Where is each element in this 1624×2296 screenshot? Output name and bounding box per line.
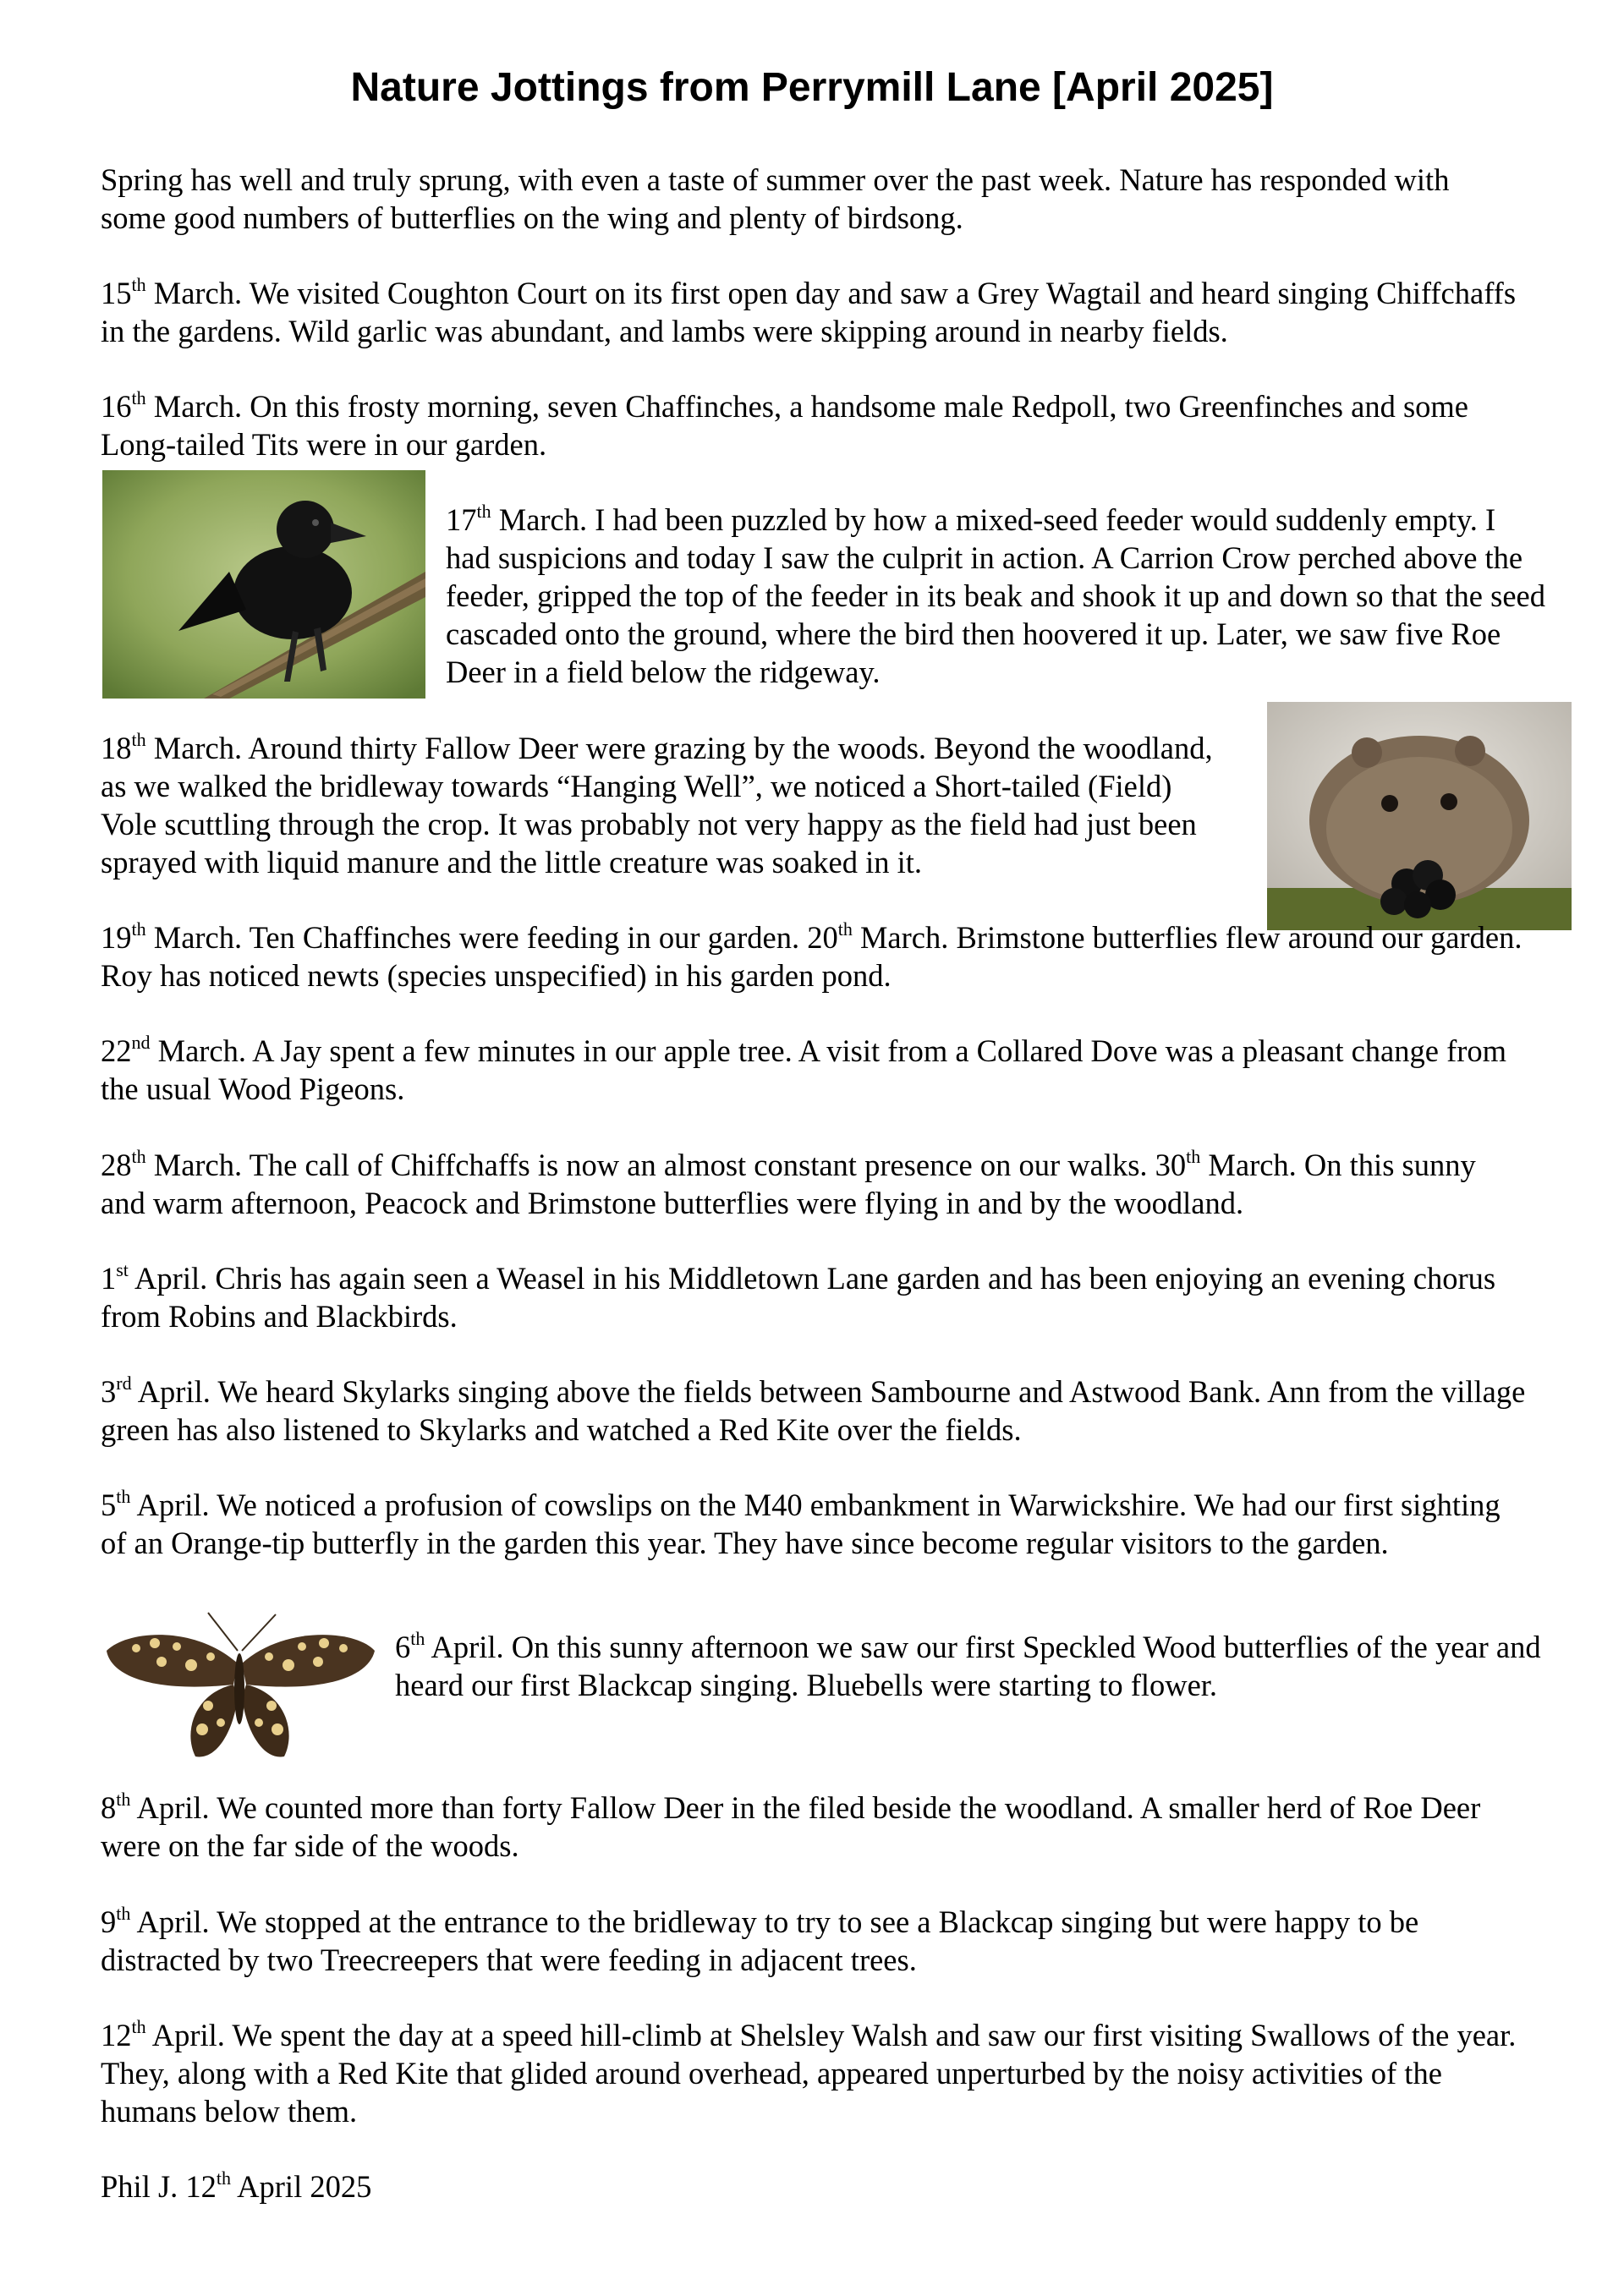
carrion-crow-photo — [102, 470, 425, 699]
entry-8-april: 8th April. We counted more than forty Fallow Deer in the filed beside the woodland. A smaller herd of Roe Deer were on the far side of the woods. — [101, 1788, 1481, 1863]
signature: Phil J. 12th April 2025 — [101, 2167, 372, 2204]
page-title: Nature Jottings from Perrymill Lane [April 2025] — [350, 65, 1274, 110]
entry-15-march: 15th March. We visited Coughton Court on its first open day and saw a Grey Wagtail and heard singing Chiffchaffs in the gardens. Wild garlic was abundant, and lambs were skipping around in nearby fields. — [101, 273, 1517, 348]
intro-paragraph: Spring has well and truly sprung, with even a taste of summer over the past week. Nature has responded with some good numbers of butterflies on the wing and plenty of birdsong. — [101, 162, 1450, 235]
entry-28-30-march: 28th March. The call of Chiffchaffs is now an almost constant presence on our walks. 30th March. On this sunny and warm afternoon, Peacock and Brimstone butterflies were flying in and by the woodland. — [101, 1145, 1476, 1220]
entry-16-march: 16th March. On this frosty morning, seven Chaffinches, a handsome male Redpoll, two Greenfinches and some Long-tailed Tits were in our garden. — [101, 386, 1469, 462]
entry-12-april: 12th April. We spent the day at a speed hill-climb at Shelsley Walsh and saw our first visiting Swallows of the year. They, along with a Red Kite that glided around overhead, appeared unperturbed by the noisy activities of the humans below them. — [101, 2015, 1517, 2129]
entry-5-april: 5th April. We noticed a profusion of cowslips on the M40 embankment in Warwickshire. We had our first sighting of an Orange-tip butterfly in the garden this year. They have since become regular visitors to the garden. — [101, 1485, 1501, 1560]
field-vole-photo — [1267, 702, 1572, 930]
entry-6-april: 6th April. On this sunny afternoon we saw our first Speckled Wood butterflies of the year and heard our first Blackcap singing. Bluebells were starting to flower. — [395, 1627, 1541, 1702]
entry-3-april: 3rd April. We heard Skylarks singing above the fields between Sambourne and Astwood Bank. Ann from the village green has also listened to Skylarks and watched a Red Kite over the fields. — [101, 1372, 1526, 1447]
entry-9-april: 9th April. We stopped at the entrance to the bridleway to try to see a Blackcap singing but were happy to be distracted by two Treecreepers that were feeding in adjacent trees. — [101, 1902, 1419, 1977]
speckled-wood-butterfly-image — [102, 1604, 377, 1765]
entry-1-april: 1st April. Chris has again seen a Weasel in his Middletown Lane garden and has been enjoying an evening chorus from Robins and Blackbirds. — [101, 1258, 1496, 1334]
entry-17-march: 17th March. I had been puzzled by how a mixed-seed feeder would suddenly empty. I had suspicions and today I saw the culprit in action. A Carrion Crow perched above the feeder, gripped the top of the feeder in its beak and shook it up and down so that the seed cascaded onto the ground, where the bird then hoovered it up. Later, we saw five Roe Deer in a field below the ridgeway. — [446, 500, 1545, 689]
entry-18-march: 18th March. Around thirty Fallow Deer were grazing by the woods. Beyond the woodland, as we walked the bridleway towards “Hanging Well”, we noticed a Short-tailed (Field) Vole scuttling through the crop. It was probably not very happy as the field had just been sprayed with liquid manure and the little creature was soaked in it. — [101, 728, 1213, 879]
entry-22-march: 22nd March. A Jay spent a few minutes in our apple tree. A visit from a Collared Dove was a pleasant change from the usual Wood Pigeons. — [101, 1031, 1507, 1106]
entry-19-20-march: 19th March. Ten Chaffinches were feeding in our garden. 20th March. Brimstone butterflies flew around our garden. Roy has noticed newts (species unspecified) in his garden pond. — [101, 918, 1522, 993]
